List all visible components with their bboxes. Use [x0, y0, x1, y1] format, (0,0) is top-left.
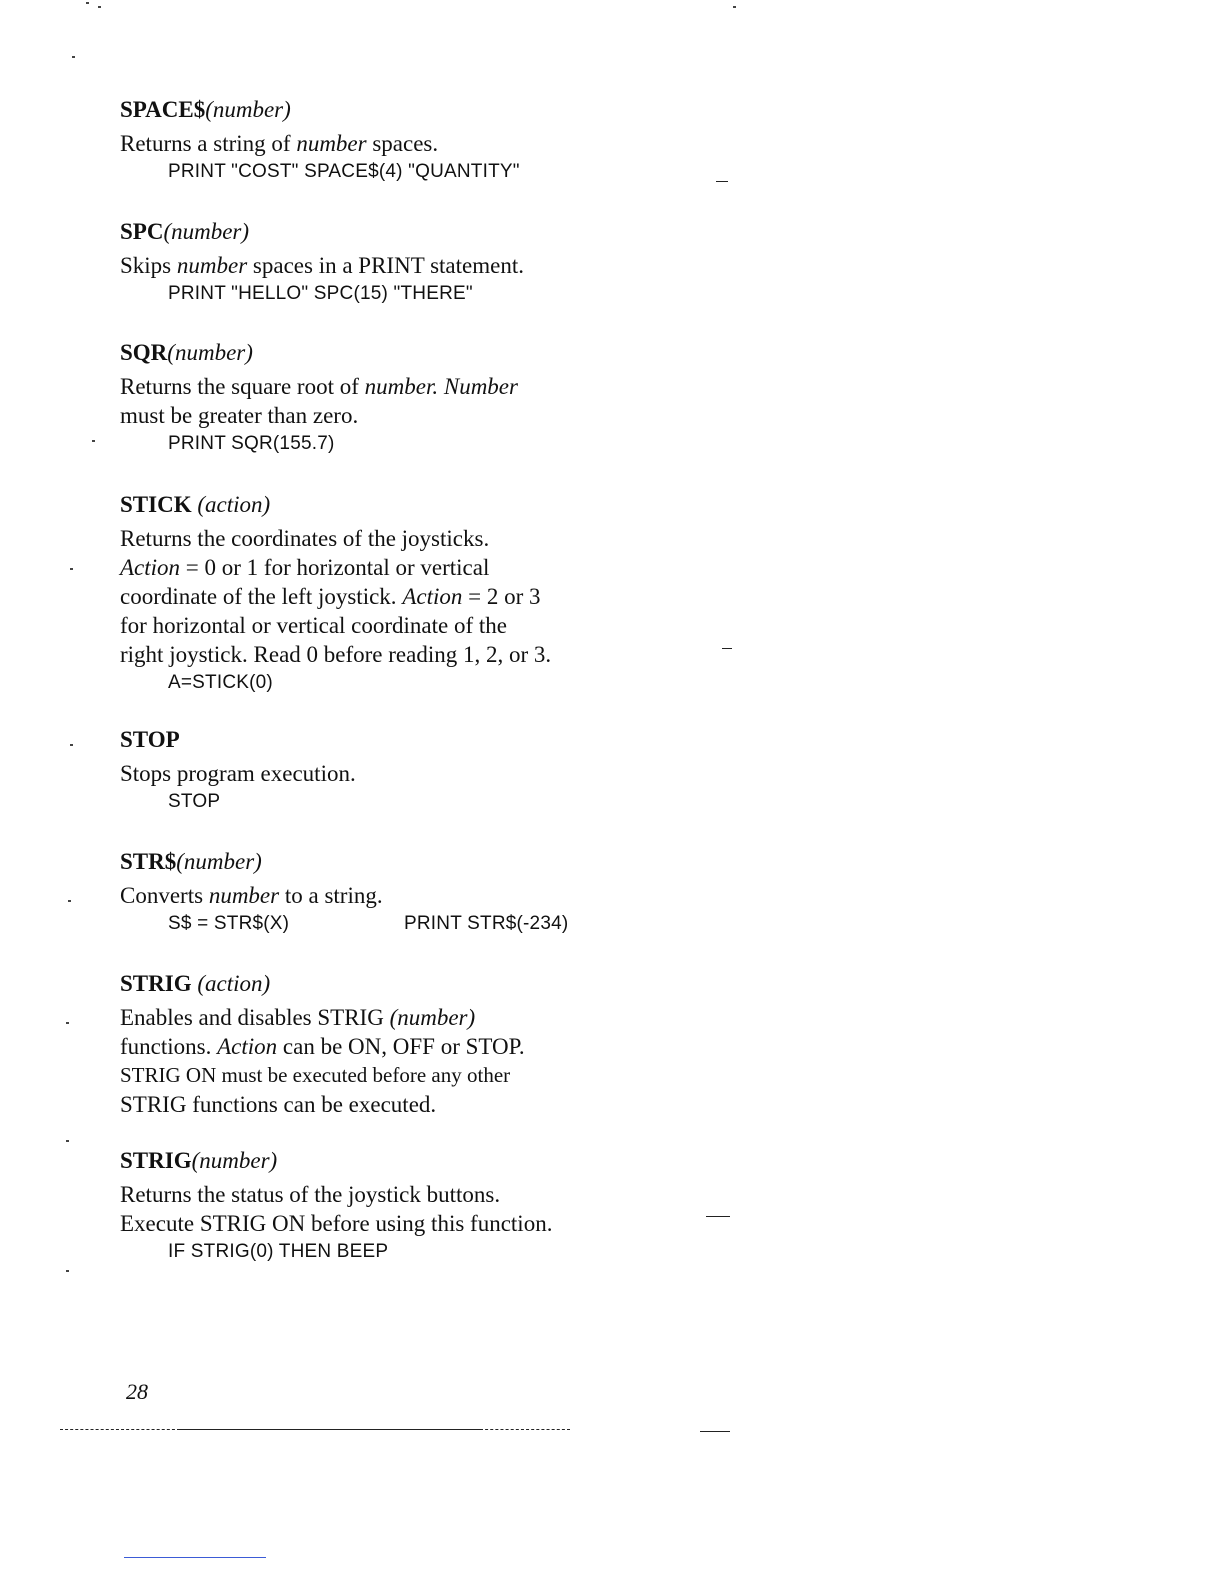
- description-line: [120, 1209, 660, 1238]
- text-run: must be greater than zero.: [120, 403, 359, 428]
- italic-run: number: [176, 253, 248, 278]
- entry-spc: [120, 217, 660, 307]
- entry-heading: [120, 1146, 660, 1176]
- margin-mark: [716, 181, 728, 182]
- entry-keyword: STICK: [120, 492, 192, 517]
- entry-example: PRINT "HELLO" SPC(15) "THERE": [168, 283, 473, 304]
- margin-mark: [722, 648, 732, 649]
- italic-run: number: [208, 883, 280, 908]
- description-line: [120, 251, 660, 280]
- entry-keyword: SPACE$: [120, 97, 206, 122]
- entry-argument: (number): [205, 97, 291, 122]
- entry-example: PRINT SQR(155.7): [168, 433, 335, 454]
- scan-speck: [66, 1022, 69, 1024]
- entry-argument: (action): [191, 492, 271, 517]
- italic-run: Action: [120, 555, 181, 580]
- description-line: [120, 582, 660, 611]
- text-run: spaces in a PRINT statement.: [247, 253, 524, 278]
- text-run: Skips: [120, 253, 177, 278]
- scan-speck: [70, 744, 73, 746]
- entry-example: [120, 910, 660, 937]
- text-run: for horizontal or vertical coordinate of the: [120, 613, 508, 638]
- description-line: [120, 129, 660, 158]
- entry-description: [120, 251, 660, 280]
- italic-run: Action: [402, 584, 463, 609]
- text-run: Returns a string of: [120, 131, 297, 156]
- text-run: can be ON, OFF or STOP.: [277, 1034, 525, 1059]
- entry-description: [120, 524, 660, 669]
- description-line: [120, 372, 660, 401]
- entry-keyword: SPC: [120, 219, 164, 244]
- scan-speck: [70, 568, 73, 570]
- entry-argument: (number): [176, 849, 262, 874]
- italic-run: Action: [217, 1034, 278, 1059]
- text-run: Returns the square root of: [120, 374, 365, 399]
- italic-run: number: [296, 131, 367, 156]
- entry-str-dollar: [120, 847, 660, 937]
- entry-heading: [120, 969, 660, 999]
- italic-run: (number): [389, 1005, 476, 1030]
- text-run: Execute STRIG ON before using this function.: [120, 1211, 553, 1236]
- text-run: Returns the status of the joystick buttons.: [120, 1182, 501, 1207]
- description-line: [120, 881, 660, 910]
- entry-description: [120, 759, 660, 788]
- entry-example: IF STRIG(0) THEN BEEP: [168, 1241, 389, 1262]
- scan-speck: [86, 2, 89, 4]
- page-number: 28: [126, 1379, 148, 1404]
- scan-edge-line: [124, 1557, 266, 1558]
- scan-speck: [733, 6, 736, 8]
- entry-heading: [120, 490, 660, 520]
- footer-rule-dashed: [60, 1429, 180, 1430]
- scan-speck: [72, 56, 75, 58]
- text-run: Stops program execution.: [120, 761, 356, 786]
- text-run: = 2 or 3: [462, 584, 541, 609]
- entry-example: PRINT "COST" SPACE$(4) "QUANTITY": [168, 161, 520, 182]
- example-right: PRINT STR$(-234): [404, 913, 569, 934]
- text-run: Returns the coordinates of the joysticks.: [120, 526, 490, 551]
- scan-speck: [68, 900, 71, 902]
- text-run: functions.: [120, 1034, 218, 1059]
- text-run: Enables and disables STRIG: [120, 1005, 390, 1030]
- description-line: [120, 1003, 660, 1032]
- entry-heading: [120, 725, 660, 755]
- description-line: [120, 1032, 660, 1061]
- entry-keyword: STOP: [120, 727, 180, 752]
- text-run: STRIG ON must be executed before any other: [120, 1063, 511, 1087]
- entry-stick: [120, 490, 660, 696]
- footer-rule-dashed-right: [480, 1429, 570, 1430]
- text-run: to a string.: [279, 883, 383, 908]
- text-run: right joystick. Read 0 before reading 1, 2, or 3.: [120, 642, 552, 667]
- entry-keyword: SQR: [120, 340, 168, 365]
- entry-strig-action: [120, 969, 660, 1119]
- entry-sqr: [120, 338, 660, 457]
- description-line: [120, 524, 660, 553]
- entry-description: [120, 1180, 660, 1238]
- entry-example: STOP: [168, 791, 221, 812]
- footer-rule-far-right: [700, 1431, 730, 1432]
- text-run: spaces.: [366, 131, 439, 156]
- entry-argument: (number): [163, 219, 250, 244]
- description-line: [120, 640, 660, 669]
- scan-speck: [92, 440, 95, 442]
- italic-run: number. Number: [364, 374, 518, 399]
- scan-speck: [66, 1270, 69, 1272]
- description-line: [120, 1061, 660, 1090]
- scan-speck: [98, 6, 101, 8]
- example-left: S$ = STR$(X): [168, 913, 290, 934]
- entry-heading: [120, 847, 660, 877]
- entry-description: [120, 129, 660, 158]
- entry-heading: [120, 95, 660, 125]
- text-run: coordinate of the left joystick.: [120, 584, 403, 609]
- text-run: STRIG functions can be executed.: [120, 1092, 437, 1117]
- text-run: = 0 or 1 for horizontal or vertical: [180, 555, 490, 580]
- entry-keyword: STRIG: [120, 971, 192, 996]
- entry-argument: (number): [167, 340, 253, 365]
- footer-rule: [180, 1429, 480, 1430]
- description-line: [120, 401, 660, 430]
- entry-space-dollar: [120, 95, 660, 185]
- entry-heading: [120, 217, 660, 247]
- scan-speck: [66, 1140, 69, 1142]
- entry-strig-number: [120, 1146, 660, 1265]
- entry-heading: [120, 338, 660, 368]
- entry-keyword: STR$: [120, 849, 177, 874]
- entry-argument: (number): [191, 1148, 278, 1173]
- entry-description: [120, 1003, 660, 1119]
- description-line: [120, 759, 660, 788]
- description-line: [120, 553, 660, 582]
- entry-keyword: STRIG: [120, 1148, 192, 1173]
- text-run: Converts: [120, 883, 209, 908]
- description-line: [120, 1090, 660, 1119]
- entry-description: [120, 372, 660, 430]
- description-line: [120, 1180, 660, 1209]
- entry-stop: [120, 725, 660, 815]
- entry-description: [120, 881, 660, 910]
- entry-argument: (action): [191, 971, 271, 996]
- description-line: [120, 611, 660, 640]
- entry-example: A=STICK(0): [168, 672, 273, 693]
- margin-mark: [706, 1216, 730, 1217]
